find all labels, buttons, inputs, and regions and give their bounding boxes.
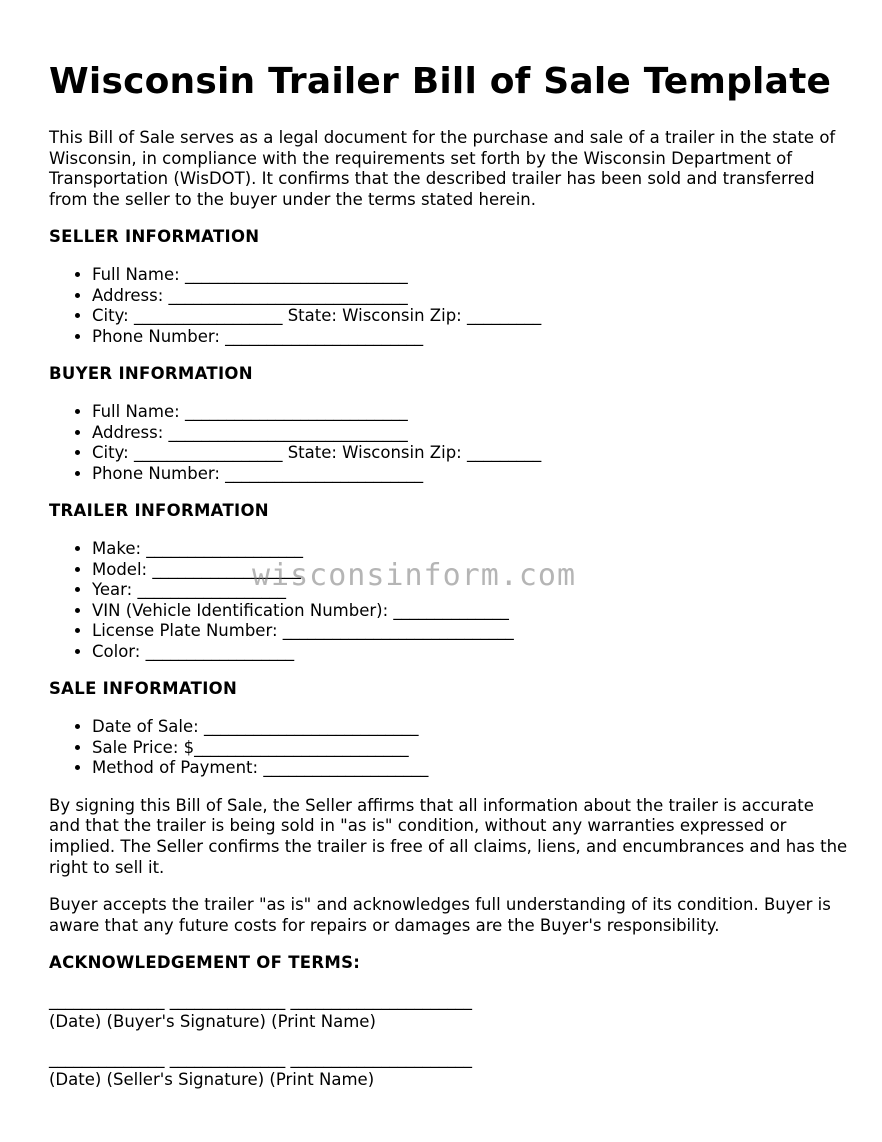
sale-heading: SALE INFORMATION bbox=[49, 679, 238, 699]
document-page bbox=[49, 56, 849, 1090]
seller-city-state-zip: • City: __________________ State: Wisconsin Zip: _________ bbox=[92, 306, 849, 327]
buyer-heading: BUYER INFORMATION bbox=[49, 364, 253, 384]
seller-heading: SELLER INFORMATION bbox=[49, 227, 260, 247]
trailer-color: • Color: __________________ bbox=[92, 642, 849, 663]
trailer-year: • Year: __________________ bbox=[92, 580, 849, 601]
page-title: Wisconsin Trailer Bill of Sale Template bbox=[49, 61, 832, 102]
buyer-acceptance-paragraph: Buyer accepts the trailer "as is" and acknowledges full understanding of its condition. Buyer is aware that any future costs for repairs or damages are the Buyer's responsibility. bbox=[49, 895, 831, 935]
buyer-signature-line: ______________ ______________ ______________________ bbox=[49, 991, 472, 1010]
buyer-address: • Address: _____________________________ bbox=[92, 423, 849, 444]
seller-list bbox=[49, 265, 849, 347]
seller-phone: • Phone Number: ________________________ bbox=[92, 327, 849, 348]
trailer-model: • Model: __________________ bbox=[92, 560, 849, 581]
intro-paragraph: This Bill of Sale serves as a legal document for the purchase and sale of a trailer in the state of Wisconsin, in compliance with the requirements set forth by the Wisconsin Department of Transportation (WisDOT). It confirms that the described trailer has been sold and transferred from the seller to the buyer under the terms stated herein. bbox=[49, 128, 836, 209]
trailer-heading: TRAILER INFORMATION bbox=[49, 501, 269, 521]
sale-payment-method: • Method of Payment: ____________________ bbox=[92, 758, 849, 779]
buyer-phone: • Phone Number: ________________________ bbox=[92, 464, 849, 485]
trailer-license-plate: • License Plate Number: ____________________________ bbox=[92, 621, 849, 642]
buyer-full-name: • Full Name: ___________________________ bbox=[92, 402, 849, 423]
buyer-city-state-zip: • City: __________________ State: Wisconsin Zip: _________ bbox=[92, 443, 849, 464]
trailer-make: • Make: ___________________ bbox=[92, 539, 849, 560]
sale-date: • Date of Sale: __________________________ bbox=[92, 717, 849, 738]
seller-full-name: • Full Name: ___________________________ bbox=[92, 265, 849, 286]
sale-price: • Sale Price: $__________________________ bbox=[92, 738, 849, 759]
buyer-list bbox=[49, 402, 849, 484]
seller-signature-caption: (Date) (Seller's Signature) (Print Name) bbox=[49, 1069, 375, 1089]
trailer-vin: • VIN (Vehicle Identification Number): ______________ bbox=[92, 601, 849, 622]
trailer-list bbox=[49, 539, 849, 663]
seller-address: • Address: _____________________________ bbox=[92, 286, 849, 307]
affirmation-paragraph: By signing this Bill of Sale, the Seller affirms that all information about the trailer is accurate and that the trailer is being sold in "as is" condition, without any warranties expressed or implied. The Seller confirms the trailer is free of all claims, liens, and encumbrances and has the right to sell it. bbox=[49, 795, 848, 877]
sale-list bbox=[49, 717, 849, 779]
seller-signature-line: ______________ ______________ ______________________ bbox=[49, 1049, 472, 1069]
acknowledgement-heading: ACKNOWLEDGEMENT OF TERMS: bbox=[49, 953, 361, 973]
buyer-signature-caption: (Date) (Buyer's Signature) (Print Name) bbox=[49, 1011, 376, 1031]
watermark-text: wisconsinform.com bbox=[252, 558, 577, 593]
